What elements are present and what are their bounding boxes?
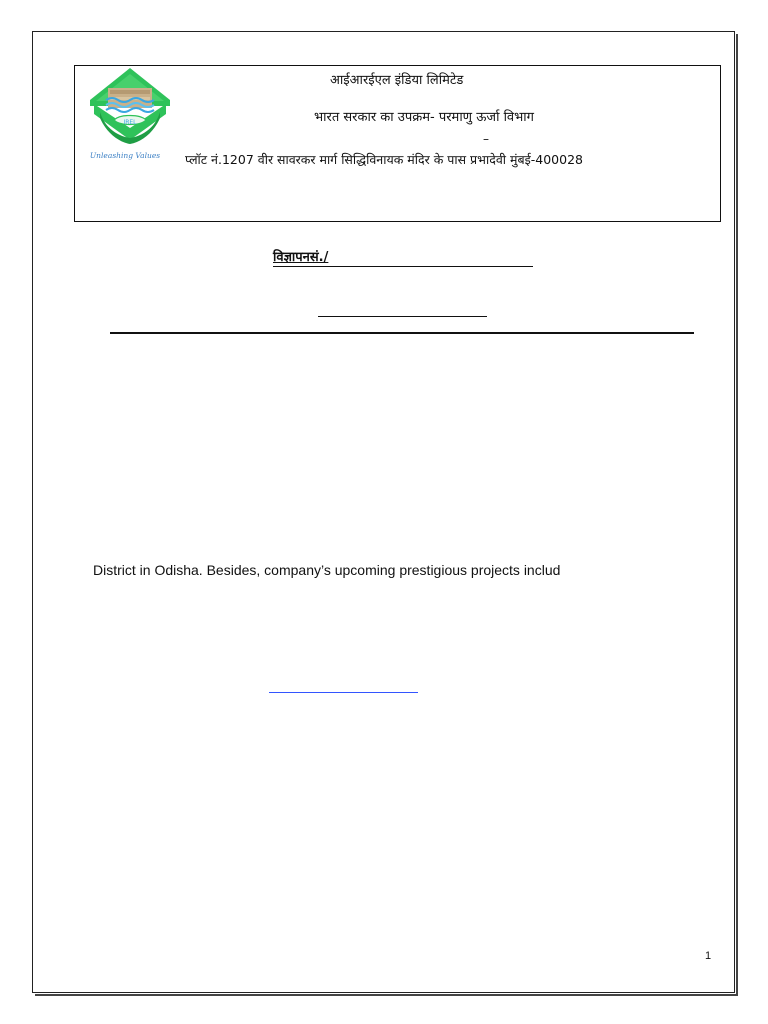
logo-mark-text: IREL: [123, 119, 137, 126]
hyperlink-underline[interactable]: [269, 692, 418, 693]
page-number: 1: [705, 950, 712, 962]
company-address: प्लॉट नं.1207 वीर सावरकर मार्ग सिद्धिविनायक मंदिर के पास प्रभादेवी मुंबई-400028: [185, 152, 583, 167]
body-paragraph: District in Odisha. Besides, company’s upcoming prestigious projects includ: [93, 562, 561, 578]
logo-tagline: Unleashing Values: [89, 151, 161, 160]
undertaking-line: भारत सरकार का उपक्रम- परमाणु ऊर्जा विभाग: [314, 110, 534, 125]
advertisement-number-label: विज्ञापनसं./: [273, 250, 329, 265]
company-name: आईआरईएल इंडिया लिमिटेड: [330, 73, 464, 88]
irel-logo: [80, 66, 180, 162]
section-divider: [110, 332, 694, 334]
advertisement-number-field: [273, 247, 533, 267]
header-dash: –: [483, 132, 489, 146]
date-blank-line: [318, 316, 487, 317]
